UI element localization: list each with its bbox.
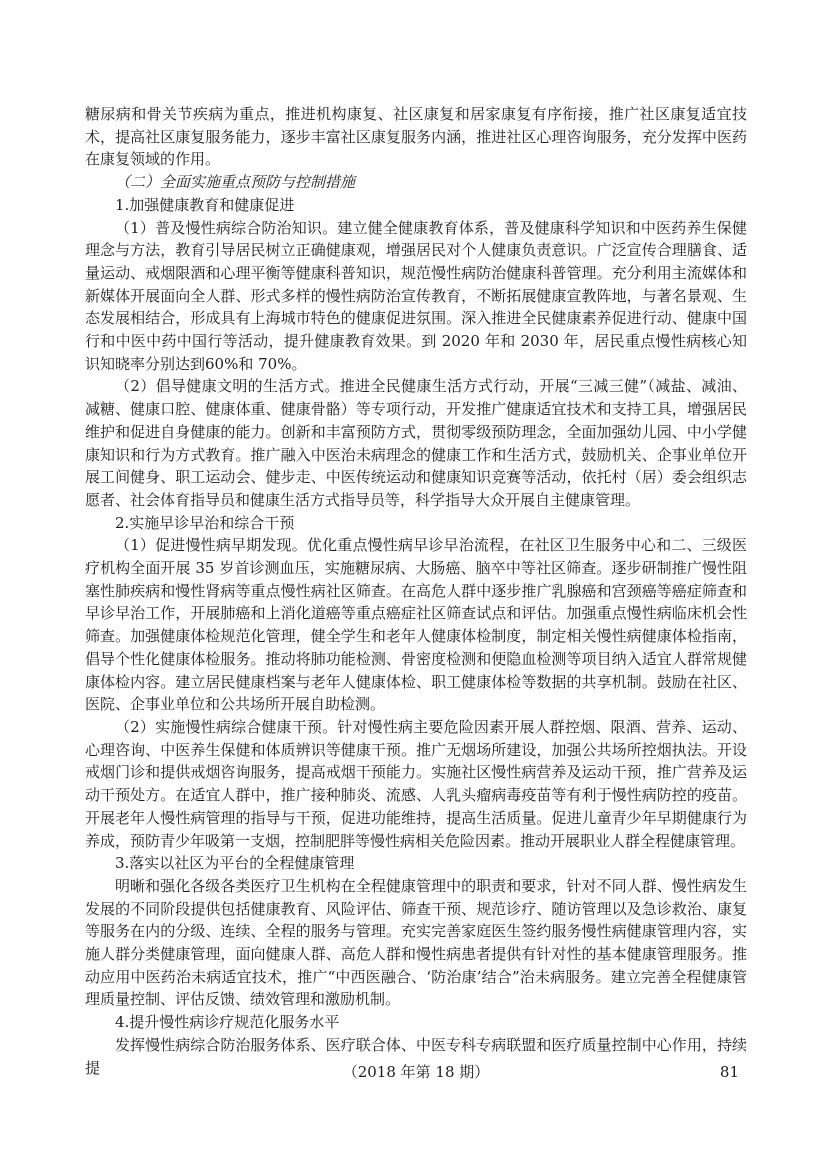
page-body [85, 103, 747, 1079]
page-number: 81 [719, 1063, 739, 1081]
section-heading-3: 3.落实以社区为平台的全程健康管理 [115, 854, 355, 873]
paragraph-continuation: 糖尿病和骨关节疾病为重点，推进机构康复、社区康复和居家康复有序衔接，推广社区康复适宜技术，提高社区康复服务能力，逐步丰富社区康复服务内涵，推进社区心理咨询服务，充分发挥中医药在康复领域的作用。 [85, 105, 747, 169]
paragraph: 发挥慢性病综合防治服务体系、医疗联合体、中医专科专病联盟和医疗质量控制中心作用，持续提 [85, 1035, 747, 1077]
paragraph: （1）促进慢性病早期发现。优化重点慢性病早诊早治流程，在社区卫生服务中心和二、三级医疗机构全面开展 35 岁首诊测血压，实施糖尿病、大肠癌、脑卒中等社区筛查。逐步研制推广慢性阻塞性肺疾病和慢性肾病等重点慢性病社区筛查。在高危人群中逐步推广乳腺癌和宫颈癌等癌症筛查和早诊早治工作，开展肺癌和上消化道癌等重点癌症社区筛查试点和评估。加强重点慢性病临床机会性筛查。加强健康体检规范化管理，健全学生和老年人健康体检制度，制定相关慢性病健康体检指南，倡导个性化健康体检服务。推动将肺功能检测、骨密度检测和便隐血检测等项目纳入适宜人群常规健康体检内容。建立居民健康档案与老年人健康体检、职工健康体检等数据的共享机制。鼓励在社区、医院、企事业单位和公共场所开展自助检测。 [85, 536, 747, 714]
section-heading-1: 1.加强健康教育和健康促进 [115, 195, 295, 214]
paragraph: （2）实施慢性病综合健康干预。针对慢性病主要危险因素开展人群控烟、限酒、营养、运动、心理咨询、中医养生保健和体质辨识等健康干预。推广无烟场所建设，加强公共场所控烟执法。开设戒烟门诊和提供戒烟咨询服务，提高戒烟干预能力。实施社区慢性病营养及运动干预，推广营养及运动干预处方。在适宜人群中，推广接种肺炎、流感、人乳头瘤病毒疫苗等有利于慢性病防控的疫苗。开展老年人慢性病管理的指导与干预，促进功能维持，提高生活质量。促进儿童青少年早期健康行为养成，预防青少年吸第一支烟，控制肥胖等慢性病相关危险因素。推动开展职业人群全程健康管理。 [85, 717, 747, 850]
journal-issue-label: （2018 年第 18 期） [342, 1063, 490, 1081]
section-heading-level2: （二）全面实施重点预防与控制措施 [115, 173, 356, 192]
paragraph: （2）倡导健康文明的生活方式。推进全民健康生活方式行动，开展“三减三健”（减盐、减油、减糖、健康口腔、健康体重、健康骨骼）等专项行动，开发推广健康适宜技术和支持工具，增强居民维护和促进自身健康的能力。创新和丰富预防方式，贯彻零级预防理念，全面加强幼儿园、中小学健康知识和行为方式教育。推广融入中医治未病理念的健康工作和生活方式，鼓励机关、企事业单位开展工间健身、职工运动会、健步走、中医传统运动和健康知识竞赛等活动，依托村（居）委会组织志愿者、社会体育指导员和健康生活方式指导员等，科学指导大众开展自主健康管理。 [85, 377, 747, 509]
page-footer [85, 1060, 747, 1084]
section-heading-4: 4.提升慢性病诊疗规范化服务水平 [115, 1013, 340, 1032]
section-heading-2: 2.实施早诊早治和综合干预 [115, 513, 295, 532]
paragraph: （1）普及慢性病综合防治知识。建立健全健康教育体系，普及健康科学知识和中医药养生保健理念与方法，教育引导居民树立正确健康观，增强居民对个人健康负责意识。广泛宣传合理膳食、适量运动、戒烟限酒和心理平衡等健康科普知识，规范慢性病防治健康科普管理。充分利用主流媒体和新媒体开展面向全人群、形式多样的慢性病防治宣传教育，不断拓展健康宣教阵地，与著名景观、生态发展相结合，形成具有上海城市特色的健康促进氛围。深入推进全民健康素养促进行动、健康中国行和中医中药中国行等活动，提升健康教育效果。到 2020 年和 2030 年，居民重点慢性病核心知识知晓率分别达到60%和 70%。 [85, 218, 747, 373]
paragraph: 明晰和强化各级各类医疗卫生机构在全程健康管理中的职责和要求，针对不同人群、慢性病发生发展的不同阶段提供包括健康教育、风险评估、筛查干预、规范诊疗、随访管理以及急诊救治、康复等服务在内的分级、连续、全程的服务与管理。充实完善家庭医生签约服务慢性病健康管理内容，实施人群分类健康管理，面向健康人群、高危人群和慢性病患者提供有针对性的基本健康管理服务。推动应用中医药治未病适宜技术，推广“中西医融合、‘防治康’结合”治未病服务。建立完善全程健康管理质量控制、评估反馈、绩效管理和激励机制。 [85, 876, 747, 1009]
